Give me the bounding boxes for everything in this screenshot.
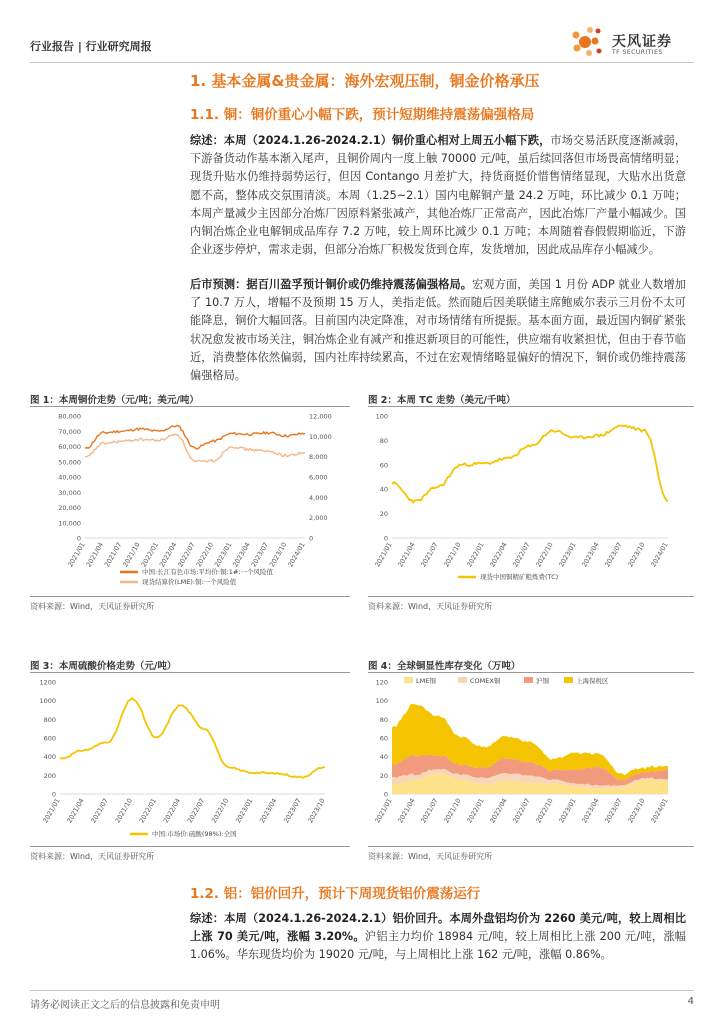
fig4-legend-swatch: [404, 677, 413, 683]
page-number: 4: [687, 996, 694, 1007]
fig4-top-rule: [368, 672, 694, 673]
fig1-title: 图 1：本周铜价走势（元/吨；美元/吨）: [30, 395, 199, 406]
fig1-ytick-label: 30,000: [58, 488, 81, 497]
fig3-top-rule: [30, 672, 350, 673]
fig1-xtick-label: 2023/04: [231, 541, 252, 569]
report-header: 行业报告 | 行业研究周报: [30, 40, 152, 53]
fig3-xtick-label: 2021/07: [89, 797, 110, 825]
fig1-xtick-label: 2022/01: [139, 541, 161, 569]
fig3-xtick-label: 2022/07: [185, 797, 207, 825]
fig3-xtick-label: 2021/04: [65, 797, 86, 825]
fig1-ytick-right-label: 6,000: [309, 473, 328, 482]
fig4-xtick-label: 2021/10: [442, 797, 463, 825]
fig1-ytick-label: 40,000: [58, 473, 81, 482]
fig2-xtick-label: 2021/07: [419, 541, 440, 569]
copper-outlook-paragraph: [190, 276, 686, 385]
fig2-source: 资料来源：Wind，天风证券研究所: [368, 602, 493, 611]
copper-summary-lead: 综述：本周（2024.1.26-2024.2.1）铜价重心相对上周五小幅下跌，: [190, 134, 551, 147]
fig4-ytick-label: 20: [379, 771, 388, 780]
fig2-xtick-label: 2023/10: [626, 541, 647, 569]
fig3-xtick-label: 2023/01: [234, 797, 255, 825]
fig1-ytick-label: 50,000: [58, 458, 81, 467]
fig4-legend-label: LME铜: [416, 677, 436, 685]
fig1-ytick-label: 10,000: [58, 519, 81, 528]
fig4-xtick-label: 2022/04: [488, 797, 509, 825]
fig4-xtick-label: 2022/10: [534, 797, 555, 825]
fig2-top-rule: [368, 406, 694, 407]
fig1-ytick-right-label: 10,000: [309, 432, 332, 441]
fig3-ytick-label: 600: [43, 734, 56, 743]
fig4-xtick-label: 2021/04: [396, 797, 417, 825]
fig2-xtick-label: 2024/01: [649, 541, 670, 569]
fig1-xtick-label: 2023/07: [249, 541, 271, 569]
fig2-xtick-label: 2021/01: [373, 541, 394, 569]
fig2-ytick-label: 80: [379, 436, 388, 445]
fig2-xtick-label: 2022/10: [534, 541, 555, 569]
fig2-bottom-rule: [368, 596, 694, 597]
fig1-legend-label: 中国:长江有色市场:平均价:铜:1#:一个风险值: [142, 568, 274, 576]
fig1-ytick-label: 20,000: [58, 504, 81, 512]
fig1-source: 资料来源：Wind，天风证券研究所: [30, 602, 155, 611]
fig3-xtick-label: 2022/01: [137, 797, 159, 825]
fig3-source: 资料来源：Wind，天风证券研究所: [30, 852, 155, 861]
aluminium-summary-paragraph: [190, 910, 686, 965]
fig3-ytick-label: 0: [51, 790, 56, 799]
fig4-legend-swatch: [458, 677, 467, 683]
fig3-bottom-rule: [30, 846, 350, 847]
fig4-xtick-label: 2024/01: [649, 797, 670, 825]
fig2-ytick-label: 100: [375, 412, 388, 421]
fig4-ytick-label: 100: [375, 697, 388, 706]
fig3-legend-label: 中国:市场价:硫酸(98%):全国: [152, 830, 237, 838]
footer-disclaimer: 请务必阅读正文之后的信息披露和免责申明: [30, 1000, 220, 1011]
fig1-xtick-label: 2021/10: [121, 541, 142, 569]
fig2-xtick-label: 2022/01: [465, 541, 486, 569]
fig1-xtick-label: 2023/01: [212, 541, 234, 569]
fig3-xtick-label: 2021/10: [113, 797, 135, 825]
fig4-xtick-label: 2023/04: [580, 797, 601, 825]
copper-outlook-lead: 后市预测：据百川盈孚预计铜价或仍维持震荡偏强格局。: [190, 278, 473, 291]
fig4-ytick-label: 80: [379, 715, 388, 724]
fig4-bottom-rule: [368, 846, 694, 847]
aluminium-summary-lead: 综述：本周（2024.1.26-2024.2.1）铝价回升。本周外盘铝均价为 2260 美元/吨，较上周相比上涨 70 美元/吨，涨幅 3.20%。: [190, 912, 686, 944]
fig2-ytick-label: 40: [379, 485, 388, 494]
header-divider: [30, 62, 694, 63]
fig1-ytick-right-label: 12,000: [309, 412, 332, 421]
logo-mark-icon: [568, 22, 610, 62]
copper-summary-body: 市场交易活跃度逐渐减弱，下游备货动作基本渐入尾声，且铜价周内一度上触 70000 元/吨，虽后续回落但市场畏高情绪明显；现货升贴水仍维持弱势运行，但因 Contango 月差扩大，持货商挺价惜售情绪显现，大贴水出货意愿不高，整体成交氛围清淡。本周（1.25~2.1）国内电解铜产量 24.2 万吨，环比减少 0.1 万吨；本周产量减少主因部分冶炼厂因原料紧张减产，其他冶炼厂正常高产，因此冶炼厂产量小幅减少。国内铜冶炼企业电解铜成品库存 7.2 万吨，较上周环比减少 0.1 万吨；本周随着春假假期临近，下游企业逐步停炉，需求走弱，但部分冶炼厂积极发货到仓库，发货增加，因此成品库存小幅减少。: [190, 134, 686, 257]
section-1-2-title: 1.2. 铝：铝价回升，预计下周现货铝价震荡运行: [190, 886, 481, 902]
fig1-bottom-rule: [30, 596, 350, 597]
fig2-xtick-label: 2023/01: [557, 541, 578, 569]
fig4-ytick-label: 0: [383, 790, 388, 799]
fig2-xtick-label: 2022/04: [488, 541, 509, 569]
fig4-title: 图 4：全球铜显性库存变化（万吨）: [368, 661, 521, 672]
logo-name: 天风证券: [612, 34, 672, 50]
fig1-chart: [30, 408, 350, 592]
fig3-xtick-label: 2022/04: [161, 797, 183, 825]
fig2-ytick-label: 20: [379, 510, 388, 519]
fig1-ytick-right-label: 2,000: [309, 514, 328, 523]
fig4-xtick-label: 2022/01: [465, 797, 486, 825]
logo-english: TF SECURITIES: [612, 49, 663, 56]
fig4-legend-swatch: [564, 677, 573, 683]
fig1-xtick-label: 2022/07: [176, 541, 197, 569]
fig4-xtick-label: 2023/01: [557, 797, 578, 825]
fig4-xtick-label: 2021/01: [373, 797, 394, 825]
fig2-title: 图 2：本周 TC 走势（美元/千吨）: [368, 395, 516, 406]
fig4-xtick-label: 2023/10: [626, 797, 647, 825]
copper-outlook-body: 宏观方面，美国 1 月份 ADP 就业人数增加了 10.7 万人，增幅不及预期 15 万人，美指走低。然而随后因美联储主席鲍威尔表示三月份不太可能降息，铜价大幅回落。目前国内决定降准，对市场情绪有所提振。基本面方面，最近国内铜矿紧张状况愈发被市场关注，铜冶炼企业有减产和推迟新项目的可能性，供应端有收紧担忧，但由于春节临近，消费整体依然偏弱，国内社库持续累高，不过在宏观情绪略显偏好的情况下，铜价或仍维持震荡偏强格局。: [190, 278, 686, 383]
fig3-ytick-label: 400: [43, 753, 56, 762]
fig3-series-line: [60, 698, 325, 778]
fig1-xtick-label: 2021/04: [84, 541, 106, 569]
fig3-ytick-label: 800: [43, 715, 56, 724]
copper-summary-paragraph: [190, 132, 686, 259]
fig2-xtick-label: 2022/07: [511, 541, 532, 569]
fig4-legend-label: COMEX铜: [470, 677, 501, 685]
fig3-title: 图 3：本周硫酸价格走势（元/吨）: [30, 661, 177, 672]
fig3-xtick-label: 2023/07: [282, 797, 303, 825]
fig4-xtick-label: 2022/07: [511, 797, 532, 825]
fig4-source: 资料来源：Wind，天风证券研究所: [368, 852, 493, 861]
fig1-ytick-right-label: 0: [309, 534, 314, 543]
fig1-ytick-label: 80,000: [58, 412, 81, 421]
company-logo: [568, 22, 698, 62]
fig2-xtick-label: 2021/04: [396, 541, 417, 569]
fig1-xtick-label: 2024/01: [286, 541, 307, 569]
fig3-chart: [30, 674, 350, 842]
fig2-ytick-label: 0: [383, 534, 388, 543]
fig1-ytick-label: 60,000: [58, 443, 81, 451]
fig1-xtick-label: 2023/10: [267, 541, 289, 569]
fig2-legend-label: 现货中国铜精矿粗炼费(TC): [480, 573, 559, 581]
fig2-chart: [368, 408, 694, 592]
fig2-ytick-label: 60: [379, 461, 388, 470]
fig1-ytick-right-label: 4,000: [309, 493, 328, 502]
fig2-series-line: [392, 426, 668, 503]
fig3-ytick-label: 1200: [39, 678, 56, 687]
fig4-chart: [368, 674, 694, 842]
fig2-xtick-label: 2021/10: [442, 541, 463, 569]
fig1-legend-label: 现货结算价(LME):铜:一个风险值: [142, 578, 237, 586]
section-1-1-title: 1.1. 铜：铜价重心小幅下跌，预计短期维持震荡偏强格局: [190, 107, 535, 123]
fig3-ytick-label: 1000: [39, 697, 56, 706]
fig1-xtick-label: 2022/04: [157, 541, 179, 569]
aluminium-summary-body: 沪铝主力均价 18984 元/吨，较上周相比上涨 200 元/吨，涨幅 1.06%。华东现货均价为 19020 元/吨，与上周相比上涨 162 元/吨，涨幅 0.86%。: [190, 930, 686, 962]
fig2-xtick-label: 2023/04: [580, 541, 601, 569]
fig4-xtick-label: 2021/07: [419, 797, 440, 825]
fig3-ytick-label: 200: [43, 771, 56, 780]
fig1-ytick-right-label: 8,000: [309, 453, 328, 462]
fig1-top-rule: [30, 406, 350, 407]
fig1-xtick-label: 2021/01: [66, 541, 87, 569]
fig4-xtick-label: 2023/07: [603, 797, 624, 825]
fig1-ytick-label: 70,000: [58, 427, 81, 436]
fig3-xtick-label: 2021/01: [41, 797, 62, 825]
fig1-ytick-label: 0: [76, 534, 81, 543]
fig4-legend-swatch: [524, 677, 533, 683]
fig4-ytick-label: 60: [379, 734, 388, 743]
fig4-ytick-label: 120: [375, 678, 388, 687]
fig1-xtick-label: 2022/10: [194, 541, 216, 569]
footer-divider: [30, 990, 694, 991]
fig1-xtick-label: 2021/07: [102, 541, 124, 569]
fig3-xtick-label: 2023/10: [306, 797, 327, 825]
fig3-xtick-label: 2022/10: [209, 797, 231, 825]
fig4-legend-label: 沪铜: [536, 677, 549, 685]
fig1-series-line-0: [85, 426, 305, 450]
fig2-xtick-label: 2023/07: [603, 541, 624, 569]
fig4-legend-label: 上海保税区: [576, 677, 609, 685]
section-1-title: 1. 基本金属&贵金属：海外宏观压制，铜金价格承压: [190, 72, 540, 90]
fig3-xtick-label: 2023/04: [258, 797, 279, 825]
fig4-ytick-label: 40: [379, 753, 388, 762]
